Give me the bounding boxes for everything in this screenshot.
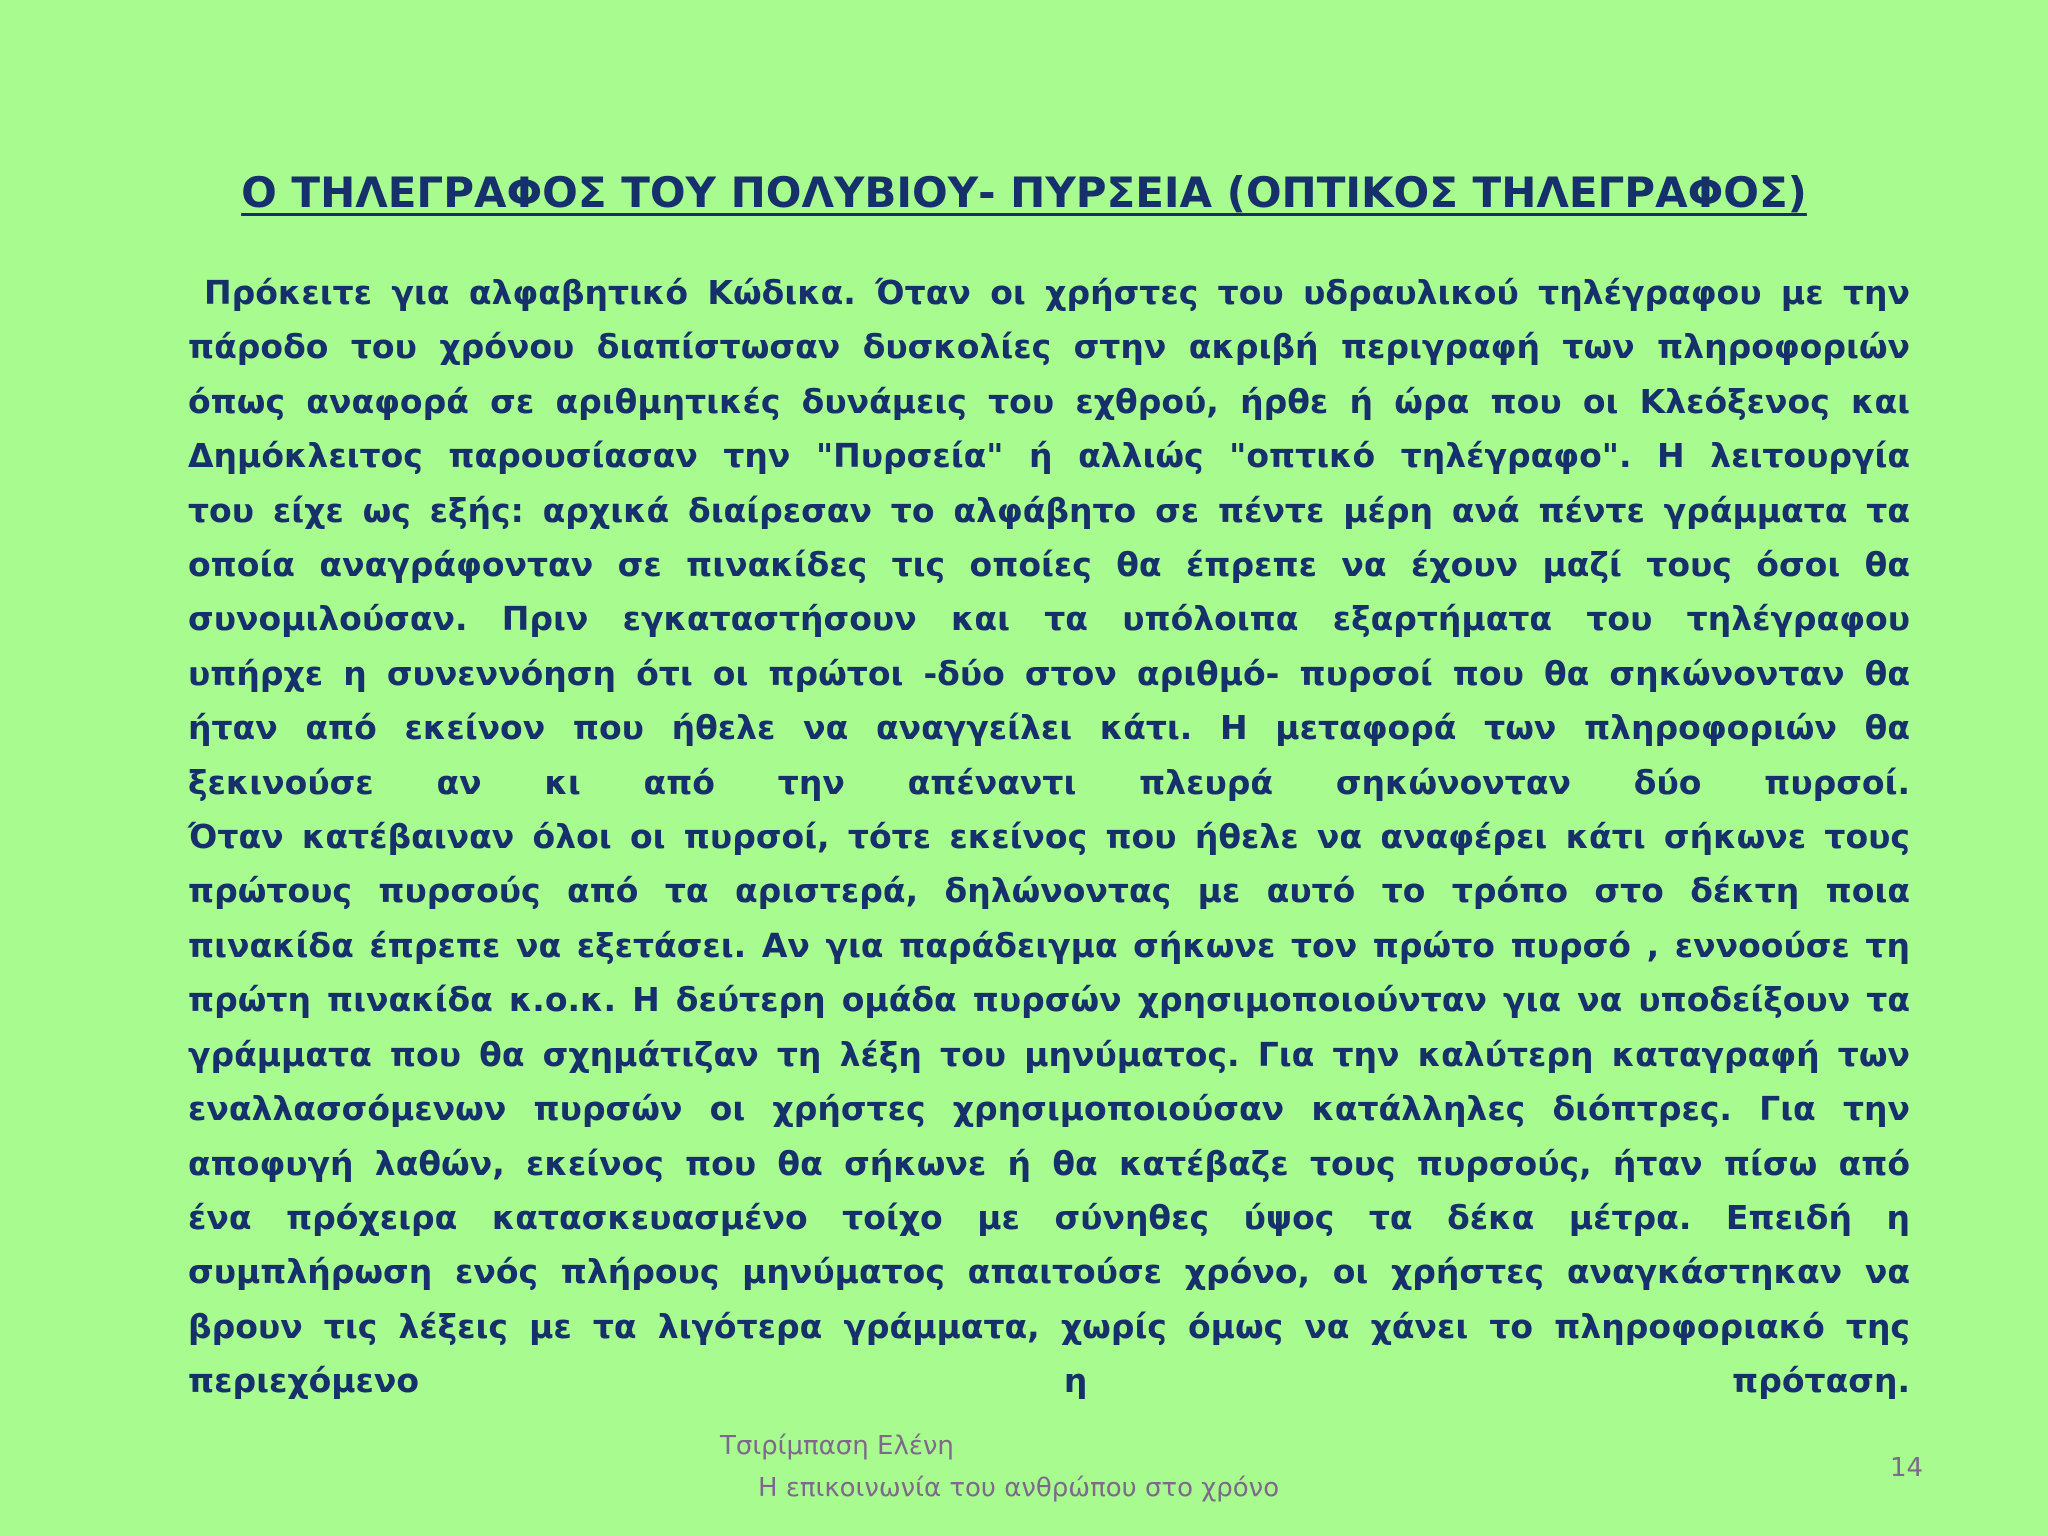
body-line: συμπλήρωση ενός πλήρους μηνύματος απαιτούσε χρόνο, οι χρήστες αναγκάστηκαν να xyxy=(188,1252,1910,1292)
body-line: συνομιλούσαν. Πριν εγκαταστήσουν και τα υπόλοιπα εξαρτήματα του τηλέγραφου xyxy=(188,599,1910,639)
body-line: του είχε ως εξής: αρχικά διαίρεσαν το αλφάβητο σε πέντε μέρη ανά πέντε γράμματα τα xyxy=(188,490,1910,530)
body-line: όπως αναφορά σε αριθμητικές δυνάμεις του εχθρού, ήρθε ή ώρα που οι Κλεόξενος και xyxy=(188,381,1910,421)
body-line: βρουν τις λέξεις με τα λιγότερα γράμματα, χωρίς όμως να χάνει το πληροφοριακό της xyxy=(188,1306,1910,1346)
body-line: Όταν κατέβαιναν όλοι οι πυρσοί, τότε εκείνος που ήθελε να αναφέρει κάτι σήκωνε τους xyxy=(188,817,1910,857)
body-line: υπήρχε η συνεννόηση ότι οι πρώτοι -δύο στον αριθμό- πυρσοί που θα σηκώνονταν θα xyxy=(188,653,1910,693)
body-line: Δημόκλειτος παρουσίασαν την "Πυρσεία" ή αλλιώς "οπτικό τηλέγραφο". Η λειτουργία xyxy=(188,436,1910,476)
footer-author: Τσιρίμπαση Ελένη xyxy=(720,1431,954,1461)
body-line: πρώτους πυρσούς από τα αριστερά, δηλώνοντας με αυτό το τρόπο στο δέκτη ποια xyxy=(188,871,1910,911)
body-line: Πρόκειτε για αλφαβητικό Κώδικα. Όταν οι χρήστες του υδραυλικού τηλέγραφου με την xyxy=(204,273,1910,312)
body-line: ξεκινούσε αν κι από την απέναντι πλευρά σηκώνονταν δύο πυρσοί. xyxy=(188,762,1910,802)
body-line: αποφυγή λαθών, εκείνος που θα σήκωνε ή θα κατέβαζε τους πυρσούς, ήταν πίσω από xyxy=(188,1143,1910,1183)
body-text xyxy=(188,266,1910,1409)
body-line: ήταν από εκείνον που ήθελε να αναγγείλει κάτι. Η μεταφορά των πληροφοριών θα xyxy=(188,708,1910,748)
body-line: πρώτη πινακίδα κ.ο.κ. Η δεύτερη ομάδα πυρσών χρησιμοποιούνταν για να υποδείξουν τα xyxy=(188,980,1910,1020)
page-number: 14 xyxy=(1890,1453,1924,1483)
body-line: γράμματα που θα σχημάτιζαν τη λέξη του μηνύματος. Για την καλύτερη καταγραφή των xyxy=(188,1034,1910,1074)
body-line: περιεχόμενο η πρόταση. xyxy=(188,1361,1910,1401)
slide-title: Ο ΤΗΛΕΓΡΑΦΟΣ ΤΟΥ ΠΟΛΥΒΙΟΥ- ΠΥΡΣΕΙΑ (ΟΠΤΙΚΟΣ ΤΗΛΕΓΡΑΦΟΣ) xyxy=(241,168,1807,217)
footer-subject: Η επικοινωνία του ανθρώπου στο χρόνο xyxy=(758,1473,1280,1503)
body-line: πινακίδα έπρεπε να εξετάσει. Αν για παράδειγμα σήκωνε τον πρώτο πυρσό , εννοούσε τη xyxy=(188,925,1910,965)
body-line: ένα πρόχειρα κατασκευασμένο τοίχο με σύνηθες ύψος τα δέκα μέτρα. Επειδή η xyxy=(188,1197,1910,1237)
body-line: οποία αναγράφονταν σε πινακίδες τις οποίες θα έπρεπε να έχουν μαζί τους όσοι θα xyxy=(188,545,1910,585)
body-line: εναλλασσόμενων πυρσών οι χρήστες χρησιμοποιούσαν κατάλληλες διόπτρες. Για την xyxy=(188,1089,1910,1129)
body-line: πάροδο του χρόνου διαπίστωσαν δυσκολίες στην ακριβή περιγραφή των πληροφοριών xyxy=(188,327,1910,367)
